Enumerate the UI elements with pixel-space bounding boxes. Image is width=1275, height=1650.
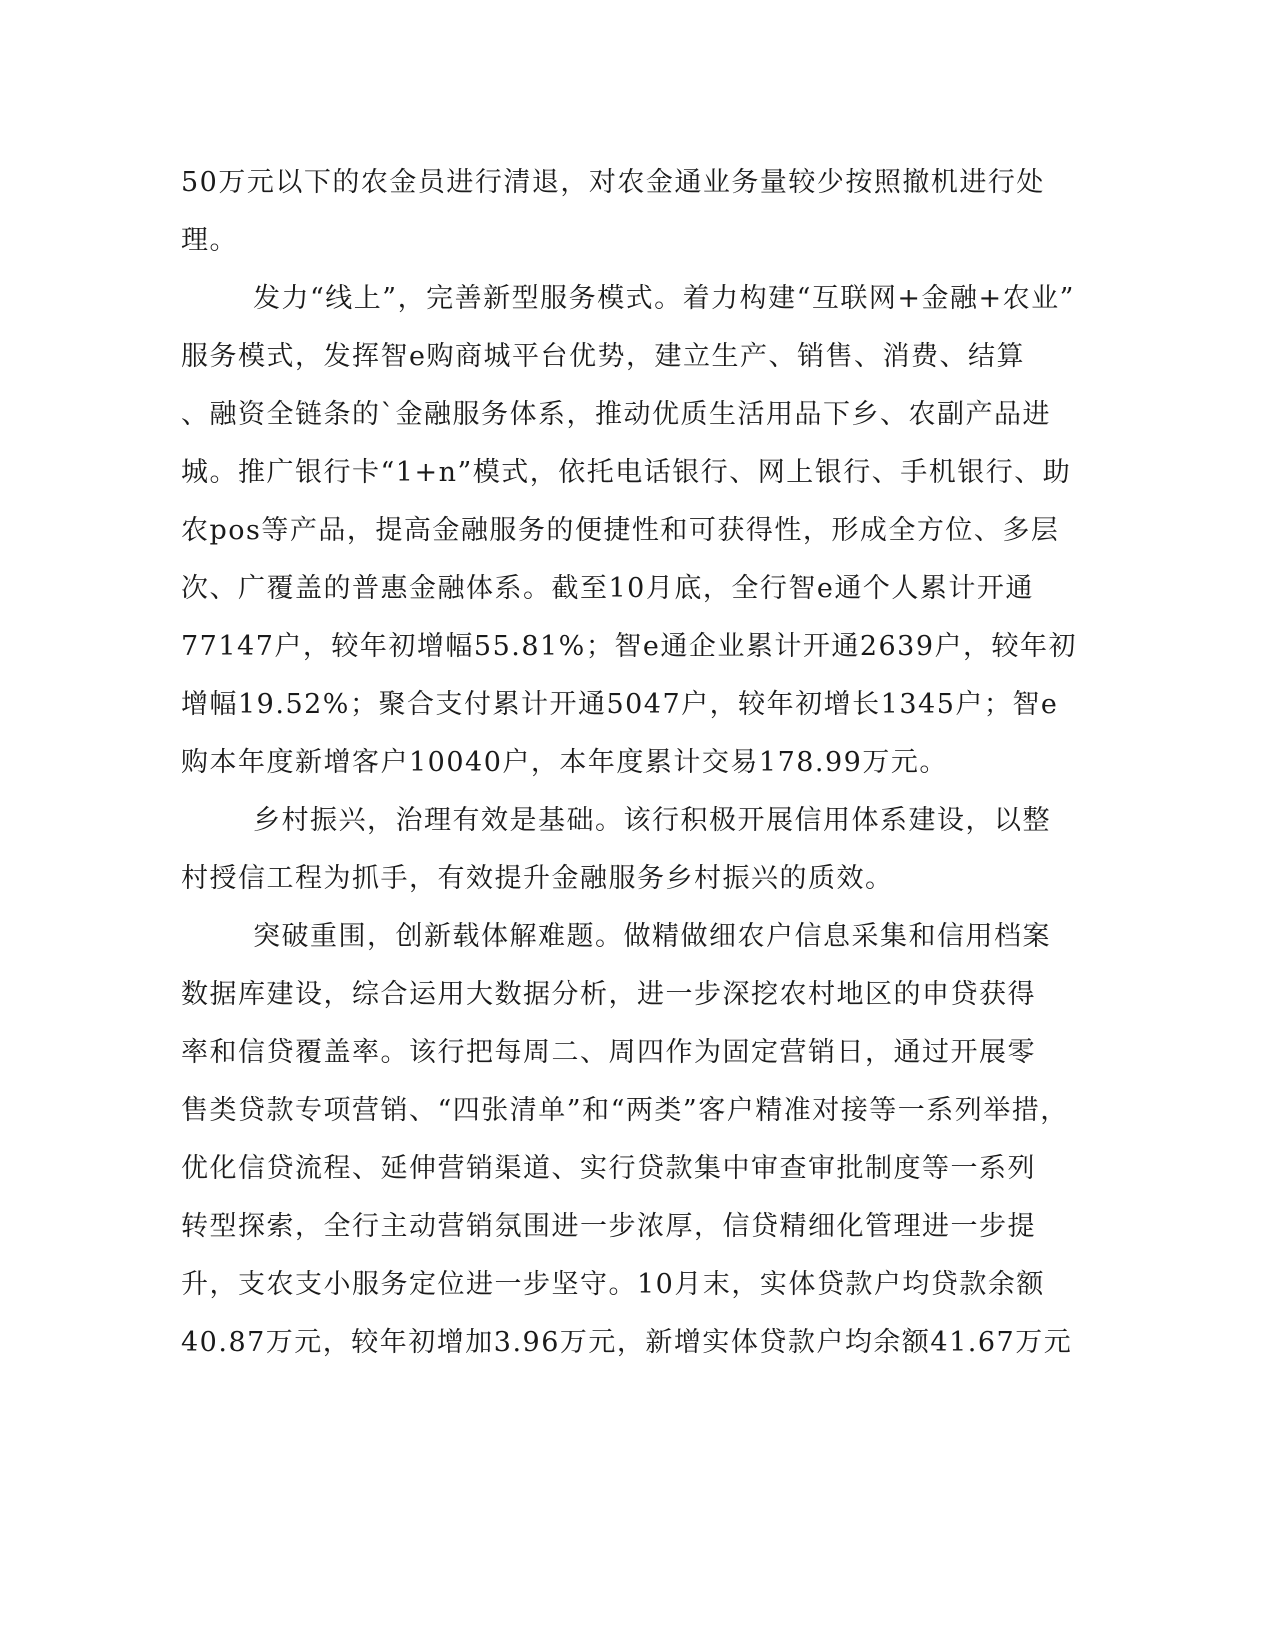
text-line: 农pos等产品，提高金融服务的便捷性和可获得性，形成全方位、多层 [181,515,1060,546]
paragraph-start-line: 发力“线上”，完善新型服务模式。着力构建“互联网+金融+农业” [253,283,1075,314]
paragraph-start-line: 乡村振兴，治理有效是基础。该行积极开展信用体系建设，以整 [253,805,1051,836]
text-line: 升，支农支小服务定位进一步坚守。10月末，实体贷款户均贷款余额 [181,1269,1045,1300]
text-line: 40.87万元，较年初增加3.96万元，新增实体贷款户均余额41.67万元 [181,1327,1073,1358]
text-line: 增幅19.52%；聚合支付累计开通5047户，较年初增长1345户；智e [181,689,1059,720]
text-line: 售类贷款专项营销、“四张清单”和“两类”客户精准对接等一系列举措， [181,1095,1069,1126]
text-line: 50万元以下的农金员进行清退，对农金通业务量较少按照撤机进行处 [181,167,1045,198]
text-line: 77147户，较年初增幅55.81%；智e通企业累计开通2639户，较年初 [181,631,1078,662]
text-line: 率和信贷覆盖率。该行把每周二、周四作为固定营销日，通过开展零 [181,1037,1036,1068]
text-line: 数据库建设，综合运用大数据分析，进一步深挖农村地区的申贷获得 [181,979,1036,1010]
text-line: 城。推广银行卡“1+n”模式，依托电话银行、网上银行、手机银行、助 [181,457,1072,488]
paragraph-start-line: 突破重围，创新载体解难题。做精做细农户信息采集和信用档案 [253,921,1051,952]
text-line: 优化信贷流程、延伸营销渠道、实行贷款集中审查审批制度等一系列 [181,1153,1036,1184]
text-line: 、融资全链条的`金融服务体系，推动优质生活用品下乡、农副产品进 [181,399,1051,430]
document-body [181,154,1078,1372]
text-line: 次、广覆盖的普惠金融体系。截至10月底，全行智e通个人累计开通 [181,573,1034,604]
text-line: 理。 [181,225,238,256]
text-line: 购本年度新增客户10040户，本年度累计交易178.99万元。 [181,747,948,778]
text-line: 转型探索，全行主动营销氛围进一步浓厚，信贷精细化管理进一步提 [181,1211,1036,1242]
text-line: 村授信工程为抓手，有效提升金融服务乡村振兴的质效。 [181,863,894,894]
text-line: 服务模式，发挥智e购商城平台优势，建立生产、销售、消费、结算 [181,341,1025,372]
